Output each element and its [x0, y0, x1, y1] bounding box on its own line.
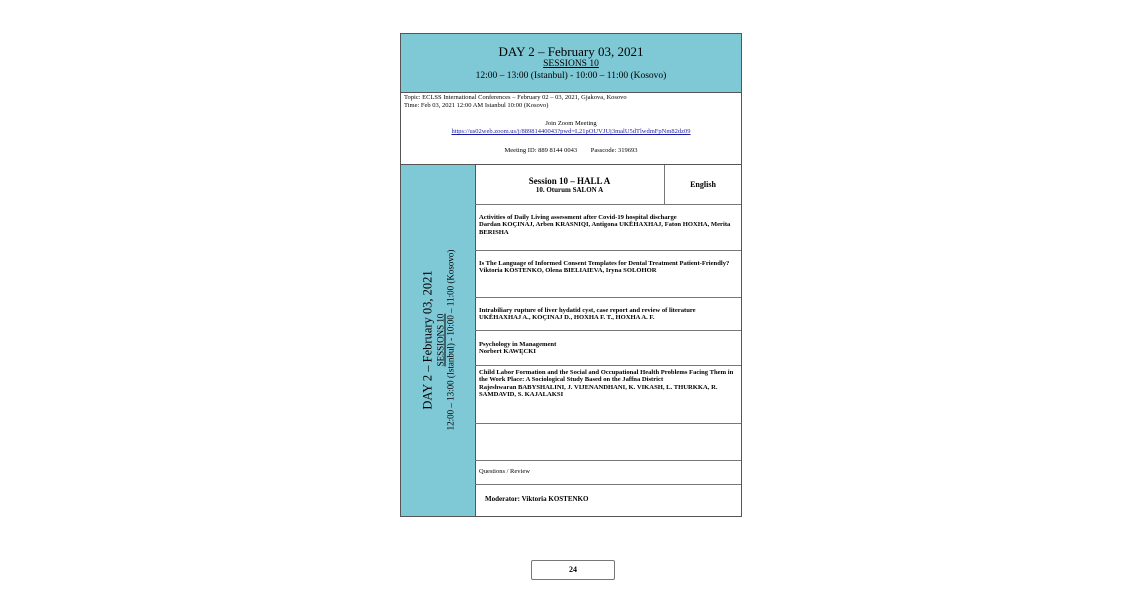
passcode: Passcode: 319693 [590, 147, 638, 154]
session-table [475, 165, 742, 517]
talk-title: Activities of Daily Living assessment after Covid-19 hospital discharge [479, 214, 677, 221]
side-sessions-label: SESSIONS 10 [435, 313, 446, 367]
talk-title: Psychology in Management [479, 341, 557, 348]
talk-title: Is The Language of Informed Consent Templates for Dental Treatment Patient-Friendly? [479, 260, 730, 267]
day-header [400, 33, 742, 93]
zoom-time: Time: Feb 03, 2021 12:00 AM Istanbul 10:00 (Kosovo) [404, 102, 549, 109]
talk [479, 341, 738, 356]
moderator-row [475, 485, 741, 516]
sessions-label: SESSIONS 10 [543, 59, 599, 69]
zoom-info [400, 92, 742, 165]
zoom-link[interactable]: https://us02web.zoom.us/j/88981440043?pwd=L21pOUVJUj3malU5dTlwdmFpNm82dz09 [451, 128, 691, 135]
talk-authors: Norbert KAWĘCKI [479, 348, 536, 356]
side-day-title: DAY 2 – February 03, 2021 [420, 270, 435, 410]
session-language: English [690, 180, 716, 189]
talk-row [475, 298, 741, 331]
zoom-topic: Topic: ECLSS International Conferences – February 02 – 03, 2021, Gjakova, Kosovo [404, 94, 627, 101]
session-name-cell [475, 165, 665, 204]
join-zoom-label: Join Zoom Meeting [545, 120, 597, 127]
talk-row [475, 366, 741, 424]
page-number: 24 [531, 560, 615, 580]
talk-row [475, 251, 741, 298]
empty-row [475, 424, 741, 461]
moderator: Moderator: Viktoria KOSTENKO [485, 495, 589, 503]
side-banner-text [421, 165, 456, 515]
side-session-time: 12:00 – 13:00 (Istanbul) - 10:00 – 11:00 (Kosovo) [445, 249, 456, 431]
talk [479, 214, 738, 236]
meeting-id: Meeting ID: 889 8144 0043 [504, 147, 578, 154]
talk-title: Intrabiliary rupture of liver hydatid cyst, case report and review of literature [479, 307, 696, 314]
talk-authors: UKËHAXHAJ A., KOÇINAJ D., HOXHA F. T., HOXHA A. F. [479, 314, 655, 322]
questions-row [475, 461, 741, 485]
questions-review: Questions / Review [479, 468, 530, 475]
talk-authors: Viktoria KOSTENKO, Olena BIELIAIEVA, Iryna SOLOHOR [479, 267, 657, 275]
talk [479, 260, 738, 275]
talk-title: Child Labor Formation and the Social and Occupational Health Problems Facing Them in the Work Place: A Sociological Study Based on the Jaffna District [479, 369, 734, 384]
talk-row [475, 331, 741, 366]
session-name: Session 10 – HALL A [528, 176, 611, 186]
session-subname: 10. Oturum SALON A [535, 186, 604, 194]
session-time: 12:00 – 13:00 (Istanbul) - 10:00 – 11:00 (Kosovo) [475, 71, 667, 81]
meeting-credentials [401, 147, 741, 155]
talk-authors: Dardan KOÇINAJ, Arben KRASNIQI, Antigona UKËHAXHAJ, Faton HOXHA, Merita BERISHA [479, 221, 731, 236]
program-page [400, 33, 742, 517]
talk-row [475, 205, 741, 251]
talk [479, 307, 738, 322]
talk [479, 369, 738, 399]
day-title: DAY 2 – February 03, 2021 [498, 44, 644, 59]
session-header-row [475, 165, 741, 205]
talk-authors: Rajeshwaran BABYSHALINI, J. VIJENANDHANI, K. VIKASH, L. THURKKA, R. SAMDAVID, S. KAJALAKSI [479, 383, 718, 399]
side-banner [400, 165, 476, 517]
